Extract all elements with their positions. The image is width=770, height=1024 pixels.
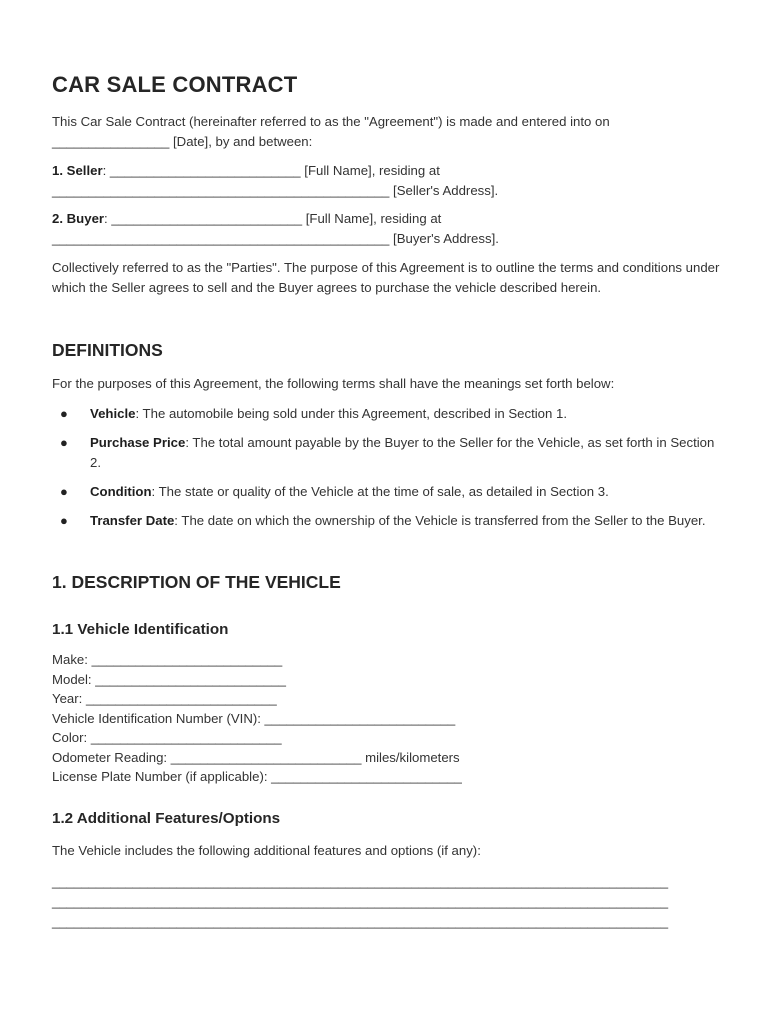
intro-paragraph (52, 112, 720, 151)
buyer-label: 2. Buyer (52, 211, 105, 226)
bullet-icon: ● (60, 406, 68, 421)
definition-term: Condition (90, 484, 152, 499)
seller-clause (52, 161, 720, 200)
intro-line-1: This Car Sale Contract (hereinafter referred to as the "Agreement") is made and entered into on (52, 114, 610, 129)
seller-address-blank: ______________________________________________ [Seller's Address]. (52, 182, 499, 198)
seller-label: 1. Seller (52, 163, 103, 178)
vin-field: Vehicle Identification Number (VIN): __________________________ (52, 710, 456, 726)
odometer-field: Odometer Reading: __________________________ miles/kilometers (52, 749, 460, 765)
seller-name-blank: : __________________________ [Full Name], residing at (102, 163, 440, 178)
make-field: Make: __________________________ (52, 652, 283, 667)
parties-paragraph: Collectively referred to as the "Parties". The purpose of this Agreement is to outline the terms and conditions under which the Seller agrees to sell and the Buyer agrees to purchase the vehicle described herein. (52, 260, 720, 295)
bullet-icon: ● (60, 484, 68, 499)
definitions-heading: DEFINITIONS (52, 340, 163, 360)
definition-text: : The state or quality of the Vehicle at the time of sale, as detailed in Section 3. (151, 484, 609, 499)
year-field: Year: __________________________ (52, 691, 277, 706)
definitions-intro: For the purposes of this Agreement, the following terms shall have the meanings set forth below: (52, 376, 615, 391)
vehicle-identification-fields (52, 650, 462, 787)
bullet-icon: ● (60, 513, 68, 528)
section-1-heading: 1. DESCRIPTION OF THE VEHICLE (52, 572, 341, 592)
blank-line: ____________________________________________________________________________________ (52, 914, 669, 929)
definition-text: : The total amount payable by the Buyer to the Seller for the Vehicle, as set forth in Section 2. (90, 435, 715, 470)
definition-text: : The date on which the ownership of the Vehicle is transferred from the Seller to the Buyer. (174, 513, 706, 528)
blank-line: ____________________________________________________________________________________ (52, 894, 669, 909)
definition-term: Vehicle (90, 406, 136, 421)
color-field: Color: __________________________ (52, 730, 282, 745)
bullet-icon: ● (60, 435, 68, 450)
section-1-1-heading: 1.1 Vehicle Identification (52, 621, 229, 638)
buyer-address-blank: ______________________________________________ [Buyer's Address]. (52, 230, 499, 246)
section-1-2-heading: 1.2 Additional Features/Options (52, 810, 281, 827)
definition-text: : The automobile being sold under this Agreement, described in Section 1. (135, 406, 568, 421)
definition-term: Transfer Date (90, 513, 175, 528)
model-field: Model: __________________________ (52, 671, 286, 687)
definition-term: Purchase Price (90, 435, 186, 450)
license-plate-field: License Plate Number (if applicable): __________________________ (52, 769, 462, 784)
document-title: CAR SALE CONTRACT (52, 72, 298, 97)
buyer-clause (52, 209, 720, 248)
intro-line-2: ________________ [Date], by and between: (52, 133, 313, 149)
additional-features-intro: The Vehicle includes the following additional features and options (if any): (52, 843, 481, 858)
additional-features-lines (52, 872, 668, 932)
blank-line: ____________________________________________________________________________________ (52, 874, 669, 889)
buyer-name-blank: : __________________________ [Full Name], residing at (104, 211, 442, 226)
